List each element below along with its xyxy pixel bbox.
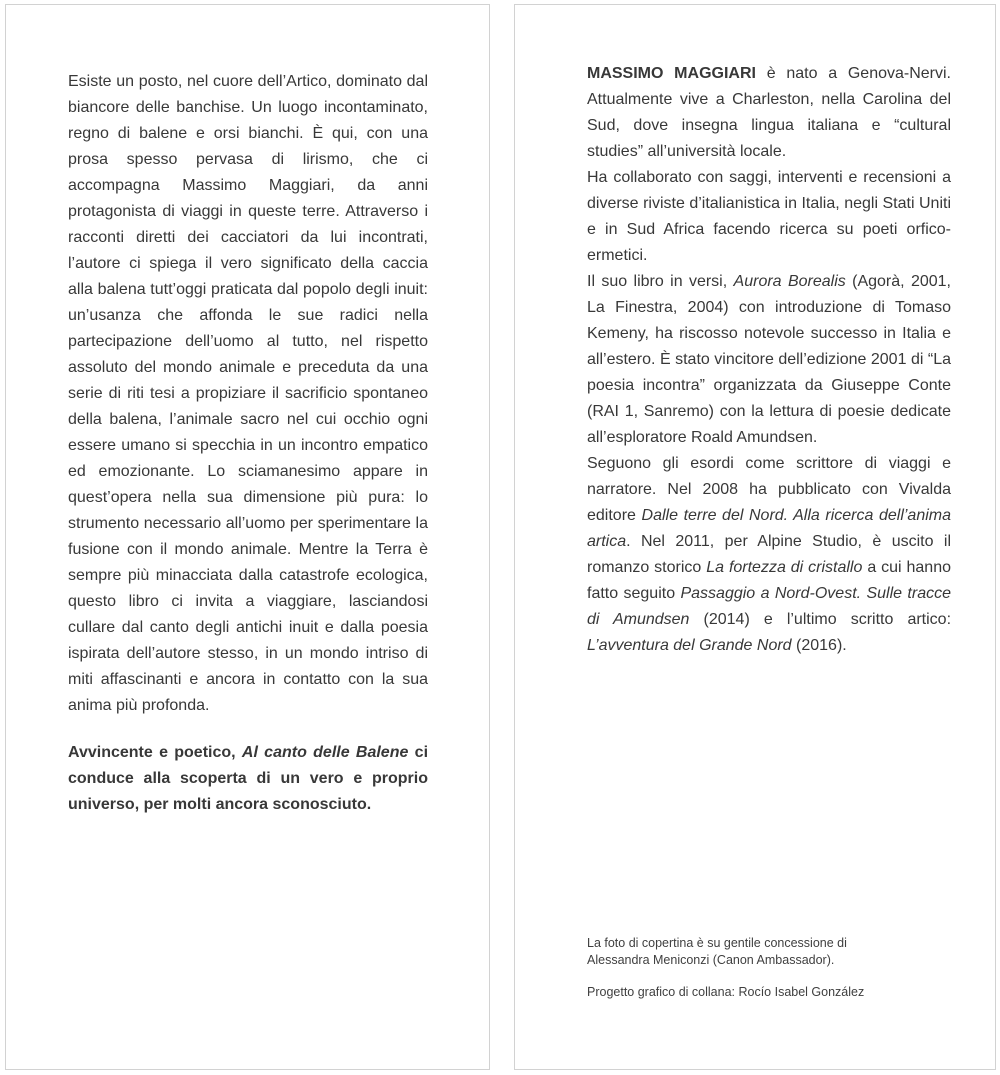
left-page-text [68,69,428,818]
closing-paragraph: Avvincente e poetico, Al canto delle Balene ci conduce alla scoperta di un vero e proprio universo, per molti ancora sconosciuto. [68,744,429,813]
credits [587,935,864,1001]
right-page [514,4,996,1070]
bio-paragraph-3: Il suo libro in versi, Aurora Borealis (Agorà, 2001, La Finestra, 2004) con introduzione di Tomaso Kemeny, ha riscosso notevole successo in Italia e all’estero. È stato vincitore dell’edizione 2001 di “La poesia incontra” organizzata da Giuseppe Conte (RAI 1, Sanremo) con la lettura di poesie dedicate all’esploratore Roald Amundsen. [587,273,951,446]
bio-paragraph-4: Seguono gli esordi come scrittore di viaggi e narratore. Nel 2008 ha pubblicato con Vivalda editore Dalle terre del Nord. Alla ricerca dell’anima artica. Nel 2011, per Alpine Studio, è uscito il romanzo storico La fortezza di cristallo a cui hanno fatto seguito Passaggio a Nord-Ovest. Sulle tracce di Amundsen (2014) e l’ultimo scritto artico: L’avventura del Grande Nord (2016). [587,455,952,654]
synopsis-paragraph: Esiste un posto, nel cuore dell’Artico, dominato dal biancore delle banchise. Un luogo incontaminato, regno di balene e orsi bianchi. È qui, con una prosa spesso pervasa di lirismo, che ci accompagna Massimo Maggiari, da anni protagonista di viaggi in queste terre. Attraverso i racconti diretti dei cacciatori da lui incontrati, l’autore ci spiega il vero significato della caccia alla balena tutt’oggi praticata dal popolo degli inuit: un’usanza che affonda le sue radici nella partecipazione dell’uomo al tutto, nel rispetto assoluto del mondo animale e preceduta da una serie di riti tesi a propiziare il sacrificio spontaneo della balena, l’animale sacro nel cui occhio ogni essere umano si specchia in un incontro empatico ed emozionante. Lo sciamanesimo appare in quest’opera nella sua dimensione più pura: lo strumento necessario all’uomo per sperimentare la fusione con il mondo animale. Mentre la Terra è sempre più minacciata dalla catastrofe ecologica, questo libro ci invita a viaggiare, lasciandosi cullare dal canto degli antichi inuit e dalla poesia ispirata dell’autore stesso, in un mondo intriso di miti affascinanti e ancora in contatto con la sua anima più profonda. [68,73,428,714]
author-bio [587,61,951,659]
left-page [5,4,490,1070]
bio-paragraph-1: MASSIMO MAGGIARI è nato a Genova-Nervi. Attualmente vive a Charleston, nella Carolina del Sud, dove insegna lingua italiana e “cultural studies” all’università locale. [587,65,951,160]
cover-photo-credit: La foto di copertina è su gentile concessione di Alessandra Meniconzi (Canon Ambassador). [587,936,847,967]
bio-paragraph-2: Ha collaborato con saggi, interventi e recensioni a diverse riviste d’italianistica in Italia, negli Stati Uniti e in Sud Africa facendo ricerca su poeti orfico-ermetici. [587,169,951,264]
collection-design-credit: Progetto grafico di collana: Rocío Isabel González [587,985,865,999]
